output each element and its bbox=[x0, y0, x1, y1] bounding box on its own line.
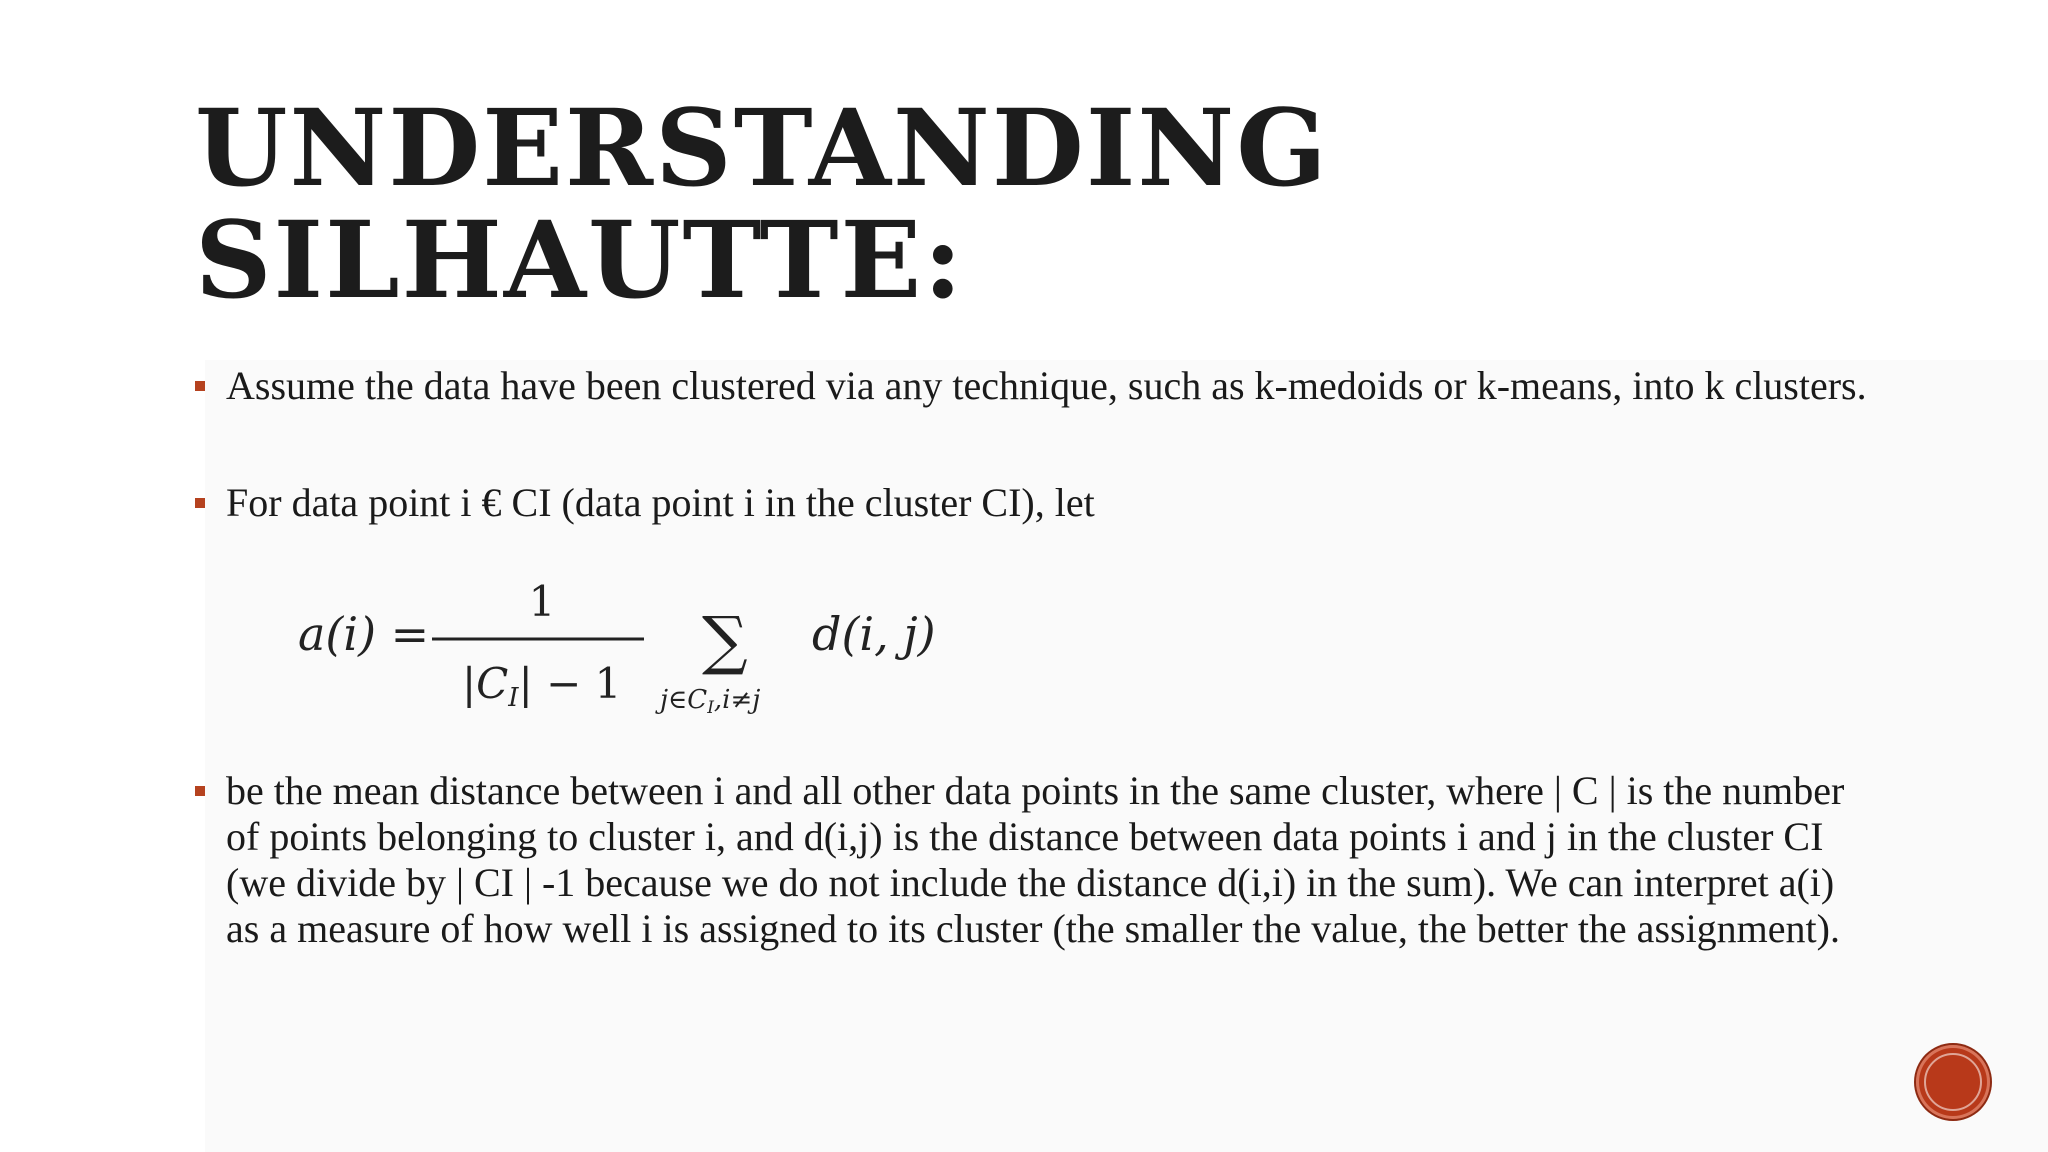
bullet-item-2 bbox=[195, 480, 1875, 526]
bullet-text-3: be the mean distance between i and all other data points in the same cluster, where | C | is the number of points belonging to cluster i, and d(i,j) is the distance between data points i and j in the cluster CI (we divide by | CI | -1 because we do not include the distance d(i,i) in the sum). We can interpret a(i) as a measure of how well i is assigned to its cluster (the smaller the value, the better the assignment). bbox=[226, 768, 1845, 951]
next-slide-button-icon[interactable] bbox=[1916, 1045, 1990, 1119]
denominator-tail: | − 1 bbox=[518, 659, 622, 708]
formula-numerator: 1 bbox=[528, 577, 556, 626]
sum-symbol: ∑ bbox=[702, 604, 748, 678]
bullet-text-1: Assume the data have been clustered via any technique, such as k-medoids or k-means, into k clusters. bbox=[226, 363, 1867, 408]
title-line-1: UNDERSTANDING bbox=[195, 85, 1329, 210]
bullet-item-1 bbox=[195, 363, 1875, 409]
square-bullet-icon bbox=[195, 498, 205, 508]
formula-a-of-i bbox=[292, 568, 972, 728]
denominator-sub: I bbox=[508, 683, 519, 713]
formula-lhs: a(i) = bbox=[298, 607, 430, 661]
formula-graphic bbox=[292, 568, 972, 728]
square-bullet-icon bbox=[195, 786, 205, 796]
title-line-2: SILHAUTTE: bbox=[195, 197, 965, 322]
sum-sub-head: j∈C bbox=[660, 685, 708, 715]
sum-subscript bbox=[655, 685, 760, 718]
bullet-text-2: For data point i € CI (data point i in the cluster CI), let bbox=[226, 480, 1095, 525]
bullet-item-3 bbox=[195, 768, 1875, 952]
formula-summand: d(i, j) bbox=[812, 607, 936, 661]
slide-content-area bbox=[205, 360, 2048, 1152]
sum-sub-tail: ,i≠j bbox=[713, 685, 761, 715]
square-bullet-icon bbox=[195, 381, 205, 391]
sum-sub-index: I bbox=[707, 698, 714, 718]
formula-denominator bbox=[462, 659, 621, 713]
denominator-c: |C bbox=[462, 659, 509, 708]
slide-title bbox=[195, 85, 1329, 322]
